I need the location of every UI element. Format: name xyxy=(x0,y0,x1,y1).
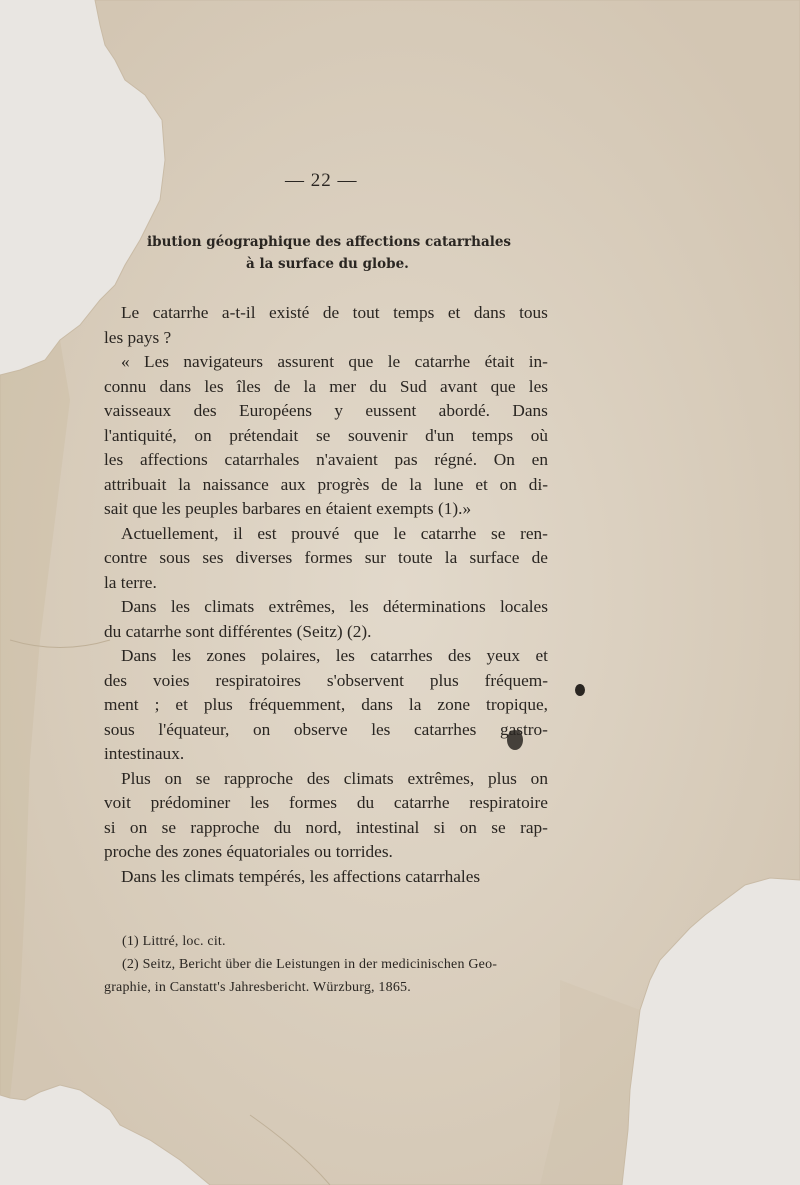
body-line: « Les navigateurs assurent que le catarrhe était in- xyxy=(121,352,548,371)
body-line: intestinaux. xyxy=(104,744,185,763)
body-line: attribuait la naissance aux progrès de la lune et on di- xyxy=(104,474,548,494)
body-line: du catarrhe sont différentes (Seitz) (2). xyxy=(104,621,372,641)
footnote-3: graphie, in Canstatt's Jahresbericht. Würzburg, 1865. xyxy=(104,980,411,995)
footnote-1: (1) Littré, loc. cit. xyxy=(122,934,226,949)
section-heading-line-1: ibution géographique des affections catarrhales xyxy=(147,234,512,250)
body-line: ment ; et plus fréquemment, dans la zone tropique, xyxy=(104,695,548,714)
body-line: proche des zones équatoriales ou torrides. xyxy=(104,842,393,861)
page-number: — 22 — xyxy=(285,170,358,191)
body-line: Dans les zones polaires, les catarrhes des yeux et xyxy=(121,646,548,665)
body-line: si on se rapproche du nord, intestinal si on se rap- xyxy=(104,817,548,837)
body-line: vaisseaux des Européens y eussent abordé. Dans xyxy=(104,401,548,420)
body-line: connu dans les îles de la mer du Sud avant que les xyxy=(104,376,548,396)
ink-blot xyxy=(575,684,585,696)
body-line: sous l'équateur, on observe les catarrhes gastro- xyxy=(104,719,548,739)
body-line: Actuellement, il est prouvé que le catarrhe se ren- xyxy=(121,523,548,543)
body-line: Plus on se rapproche des climats extrêmes, plus on xyxy=(121,768,548,788)
body-line: des voies respiratoires s'observent plus fréquem- xyxy=(104,670,548,690)
body-line: l'antiquité, on prétendait se souvenir d'un temps où xyxy=(104,425,548,445)
body-line: sait que les peuples barbares en étaient exempts (1).» xyxy=(104,499,472,518)
body-line: les affections catarrhales n'avaient pas régné. On en xyxy=(104,450,548,469)
body-line: Dans les climats extrêmes, les déterminations locales xyxy=(121,597,548,616)
body-line: voit prédominer les formes du catarrhe respiratoire xyxy=(104,793,548,812)
body-line: la terre. xyxy=(104,572,157,592)
body-line: Le catarrhe a-t-il existé de tout temps et dans tous xyxy=(121,303,548,322)
section-heading-line-2: à la surface du globe. xyxy=(246,256,409,272)
footnote-2: (2) Seitz, Bericht über die Leistungen in der medicinischen Geo- xyxy=(122,957,498,972)
body-line: les pays ? xyxy=(104,327,172,347)
body-line: contre sous ses diverses formes sur toute la surface de xyxy=(104,548,548,567)
body-line: Dans les climats tempérés, les affections catarrhales xyxy=(121,866,481,886)
